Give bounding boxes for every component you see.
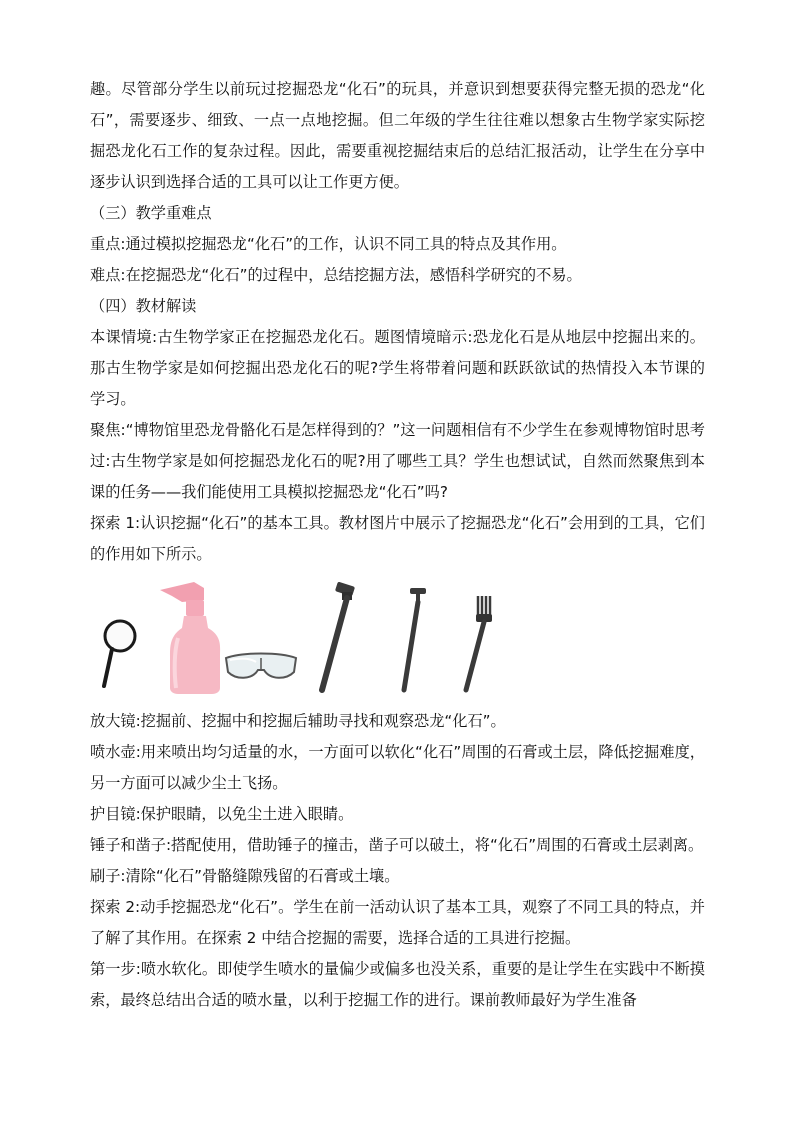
paragraph-hammer: 锤子和凿子:搭配使用，借助锤子的撞击，凿子可以破土，将“化石”周围的石膏或土层剥离。 bbox=[90, 836, 704, 854]
paragraph-focus: 聚焦:“博物馆里恐龙骨骼化石是怎样得到的？”这一问题相信有不少学生在参观博物馆时思考过:古生物学家是如何挖掘恐龙化石的呢?用了哪些工具？学生也想试试，自然而然聚焦到本课的任务——我们能使用工具模拟挖掘恐龙“化石”吗? bbox=[90, 421, 705, 501]
magnifier-icon bbox=[100, 618, 140, 690]
paragraph-sprayer: 喷水壶:用来喷出均匀适量的水，一方面可以软化“化石”周围的石膏或土层，降低挖掘难度，另一方面可以减少尘土飞扬。 bbox=[90, 743, 705, 792]
hammer-icon bbox=[314, 582, 362, 694]
spray-bottle-icon bbox=[158, 576, 224, 696]
paragraph-keypoint: 重点:通过模拟挖掘恐龙“化石”的工作，认识不同工具的特点及其作用。 bbox=[90, 235, 567, 253]
section-heading-3: （三）教学重难点 bbox=[90, 204, 212, 222]
paragraph-magnifier: 放大镜:挖掘前、挖掘中和挖掘后辅助寻找和观察恐龙“化石”。 bbox=[90, 712, 506, 730]
paragraph-explore2: 探索 2:动手挖掘恐龙“化石”。学生在前一活动认识了基本工具，观察了不同工具的特点，并了解了其作用。在探索 2 中结合挖掘的需要，选择合适的工具进行挖掘。 bbox=[90, 898, 705, 947]
brush-icon bbox=[460, 594, 494, 694]
goggles-icon bbox=[222, 650, 300, 684]
paragraph-situation: 本课情境:古生物学家正在挖掘恐龙化石。题图情境暗示:恐龙化石是从地层中挖掘出来的。那古生物学家是如何挖掘出恐龙化石的呢?学生将带着问题和跃跃欲试的热情投入本节课的学习。 bbox=[90, 328, 705, 408]
paragraph-goggles: 护目镜:保护眼睛，以免尘土进入眼睛。 bbox=[90, 805, 354, 823]
paragraph-intro: 趣。尽管部分学生以前玩过挖掘恐龙“化石”的玩具，并意识到想要获得完整无损的恐龙“化石”，需要逐步、细致、一点一点地挖掘。但二年级的学生往往难以想象古生物学家实际挖掘恐龙化石工作的复杂过程。因此，需要重视挖掘结束后的总结汇报活动，让学生在分享中逐步认识到选择合适的工具可以让工作更方便。 bbox=[90, 80, 705, 191]
section-heading-4: （四）教材解读 bbox=[90, 297, 197, 315]
tools-figure bbox=[90, 576, 705, 704]
document-page bbox=[90, 74, 705, 1016]
chisel-icon bbox=[396, 586, 432, 694]
paragraph-explore1: 探索 1:认识挖掘“化石”的基本工具。教材图片中展示了挖掘恐龙“化石”会用到的工具，它们的作用如下所示。 bbox=[90, 514, 705, 563]
paragraph-difficulty: 难点:在挖掘恐龙“化石”的过程中，总结挖掘方法，感悟科学研究的不易。 bbox=[90, 266, 582, 284]
paragraph-brush: 刷子:清除“化石”骨骼缝隙残留的石膏或土壤。 bbox=[90, 867, 400, 885]
paragraph-step1: 第一步:喷水软化。即使学生喷水的量偏少或偏多也没关系，重要的是让学生在实践中不断摸索，最终总结出合适的喷水量，以利于挖掘工作的进行。课前教师最好为学生准备 bbox=[90, 960, 705, 1009]
